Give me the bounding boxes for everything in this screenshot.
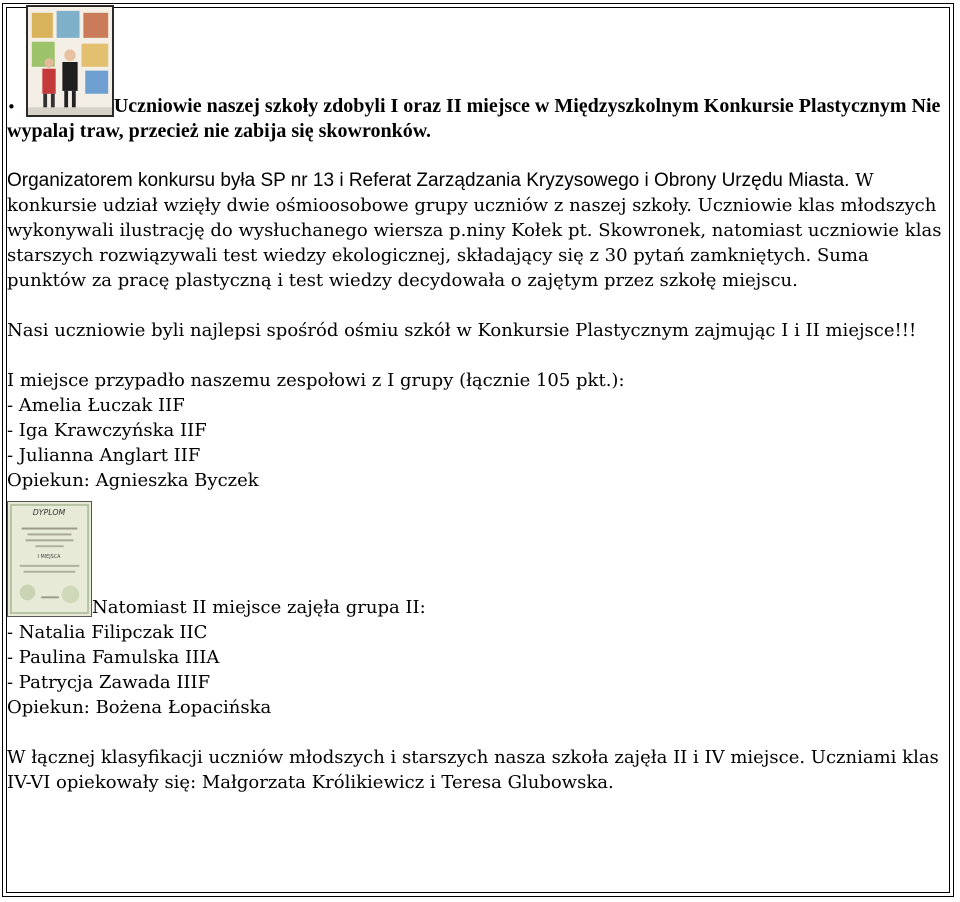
- intro-serif-text: W konkursie udział wzięły dwie ośmioosobowe grupy uczniów z naszej szkoły. Uczniowie klas młodszych wykonywali ilustrację do wysłuchanego wiersza p.niny Kołek pt. Skowronek, natomiast uczniowie klas starszych rozwiązywali test wiedzy ekologicznej, składający się z 30 pytań zamkniętych. Suma punktów za pracę plastyczną i test wiedzy decydowała o zajętym przez szkołę miejscu.: [7, 170, 942, 291]
- students-photo-thumbnail[interactable]: [26, 5, 114, 117]
- second-place-member: - Paulina Famulska IIIA: [7, 647, 220, 668]
- diploma-image-thumbnail[interactable]: [7, 501, 92, 617]
- spacer: [7, 720, 953, 745]
- first-place-member: - Iga Krawczyńska IIF: [7, 420, 207, 441]
- second-place-heading: Natomiast II miejsce zajęła grupa II:: [92, 597, 426, 618]
- spacer: [7, 143, 953, 168]
- intro-paragraph: [7, 168, 953, 293]
- diploma-title: DYPLOM: [32, 507, 66, 517]
- first-place-tutor: Opiekun: Agnieszka Byczek: [7, 470, 259, 491]
- headline-text: Uczniowie naszej szkoły zdobyli I oraz II miejsce w Międzyszkolnym Konkursie Plastycznym Nie wypalaj traw, przecież nie zabija się skowronków.: [7, 95, 941, 142]
- first-place-heading: I miejsce przypadło naszemu zespołowi z I grupy (łącznie 105 pkt.):: [7, 370, 625, 391]
- second-place-section: [7, 501, 953, 620]
- closing-paragraph: W łącznej klasyfikacji uczniów młodszych i starszych nasza szkoła zajęła II i IV miejsce. Uczniami klas IV-VI opiekowały się: Małgorzata Królikiewicz i Teresa Glubowska.: [7, 747, 939, 793]
- first-place-member: - Amelia Łuczak IIF: [7, 395, 185, 416]
- article-content: [7, 5, 953, 795]
- first-place-member: - Julianna Anglart IIF: [7, 445, 201, 466]
- spacer: [7, 293, 953, 318]
- article-headline: [7, 5, 953, 143]
- second-place-member: - Natalia Filipczak IIC: [7, 622, 208, 643]
- second-place-member: - Patrycja Zawada IIIF: [7, 672, 211, 693]
- second-place-tutor: Opiekun: Bożena Łopacińska: [7, 697, 272, 718]
- intro-sans-text: Organizatorem konkursu była SP nr 13 i Referat Zarządzania Kryzysowego i Obrony Urzędu Miasta.: [7, 170, 850, 191]
- spacer: [7, 343, 953, 368]
- bullet-icon: •: [7, 98, 16, 116]
- diploma-place: I MIEJSCA: [37, 554, 61, 561]
- result-summary: Nasi uczniowie byli najlepsi spośród ośmiu szkół w Konkursie Plastycznym zajmując I i II miejsce!!!: [7, 320, 917, 341]
